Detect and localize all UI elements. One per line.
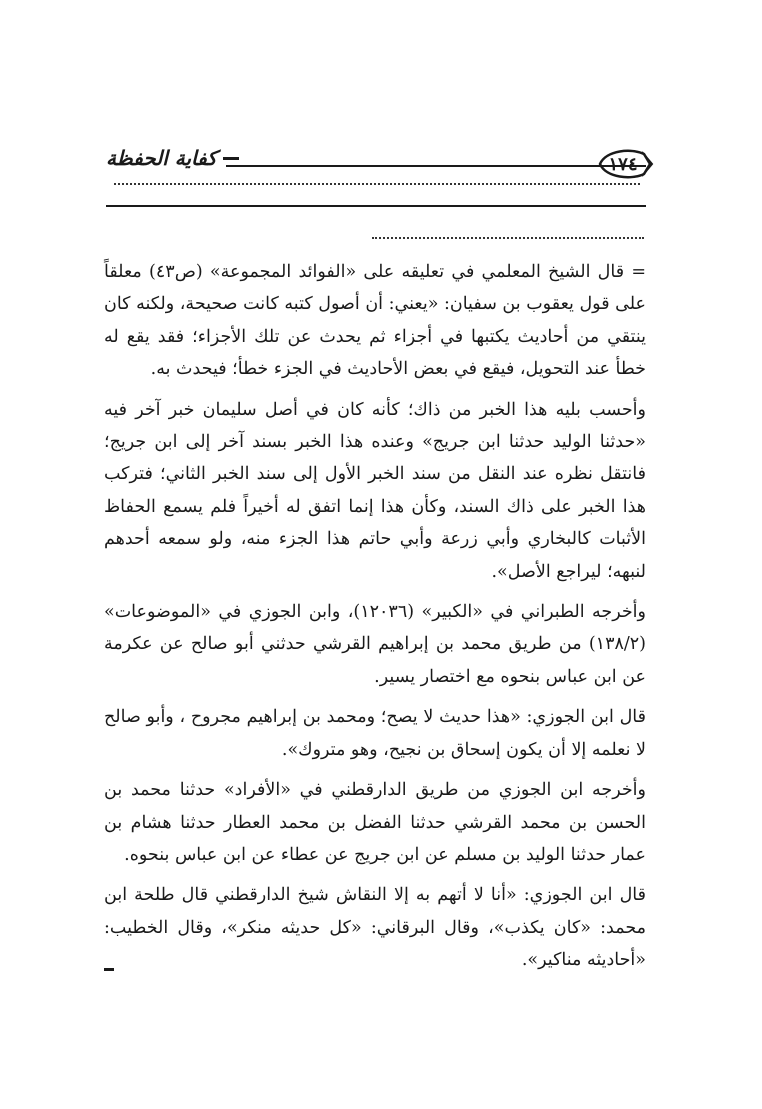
dotted-separator-short xyxy=(372,237,644,239)
page-number-ornament xyxy=(592,144,654,184)
page-number: ١٧٤ xyxy=(608,154,638,175)
dotted-separator xyxy=(114,183,640,185)
paragraph: وأخرجه الطبراني في «الكبير» (١٢٠٣٦)، وابن الجوزي في «الموضوعات» (١٣٨/٢) من طريق محمد بن إبراهيم القرشي حدثني أبو صالح عن عكرمة عن ابن عباس بنحوه مع اختصار يسير. xyxy=(104,602,646,687)
paragraph: وأحسب بليه هذا الخبر من ذاك؛ كأنه كان في أصل سليمان خبر آخر فيه «حدثنا الوليد حدثنا ابن جريج» وعنده هذا الخبر بسند آخر إلى ابن جريج؛ فانتقل نظره عند النقل من سند الخبر الأول إلى سند الخبر الثاني؛ فتركب هذا الخبر على ذاك السند، وكأن هذا إنما اتفق له أخيراً فلم يسمع الحفاظ الأثبات كالبخاري وأبي زرعة وأبي حاتم هذا الجزء منه، ولو سمعه أحدهم لنبهه؛ ليراجع الأصل». xyxy=(104,399,646,582)
footnote-rule xyxy=(106,205,646,207)
paragraph: = قال الشيخ المعلمي في تعليقه على «الفوائد المجموعة» (ص٤٣) معلقاً على قول يعقوب بن سفيان: «يعني: أن أصول كتبه كانت صحيحة، ولكنه كان ينتقي من أحاديث يكتبها في أجزاء ثم يحدث عن تلك الأجزاء؛ فقد يقع له خطأ عند التحويل، فيقع في بعض الأحاديث في الجزء خطأ؛ فيحدث به. xyxy=(104,262,646,380)
paragraph: قال ابن الجوزي: «أنا لا أتهم به إلا النقاش شيخ الدارقطني قال طلحة ابن محمد: «كان يكذب»، وقال البرقاني: «كل حديثه منكر»، وقال الخطيب: «أحاديثه مناكير». xyxy=(104,885,646,971)
end-mark xyxy=(104,968,114,971)
header-rule xyxy=(226,165,646,167)
book-title: كفاية الحفظة xyxy=(106,146,217,170)
running-head xyxy=(106,146,239,170)
paragraph: قال ابن الجوزي: «هذا حديث لا يصح؛ ومحمد بن إبراهيم مجروح ، وأبو صالح لا نعلمه إلا أن يكون إسحاق بن نجيح، وهو متروك». xyxy=(104,707,646,760)
title-dash xyxy=(223,157,239,160)
paragraph: وأخرجه ابن الجوزي من طريق الدارقطني في «الأفراد» حدثنا محمد بن الحسن بن محمد القرشي حدثنا الفضل بن محمد العطار حدثنا هشام بن عمار حدثنا الوليد بن مسلم عن ابن جريج عن عطاء عن ابن عباس بنحوه. xyxy=(104,780,646,865)
footnote-body xyxy=(104,256,646,977)
page-header xyxy=(106,138,646,188)
